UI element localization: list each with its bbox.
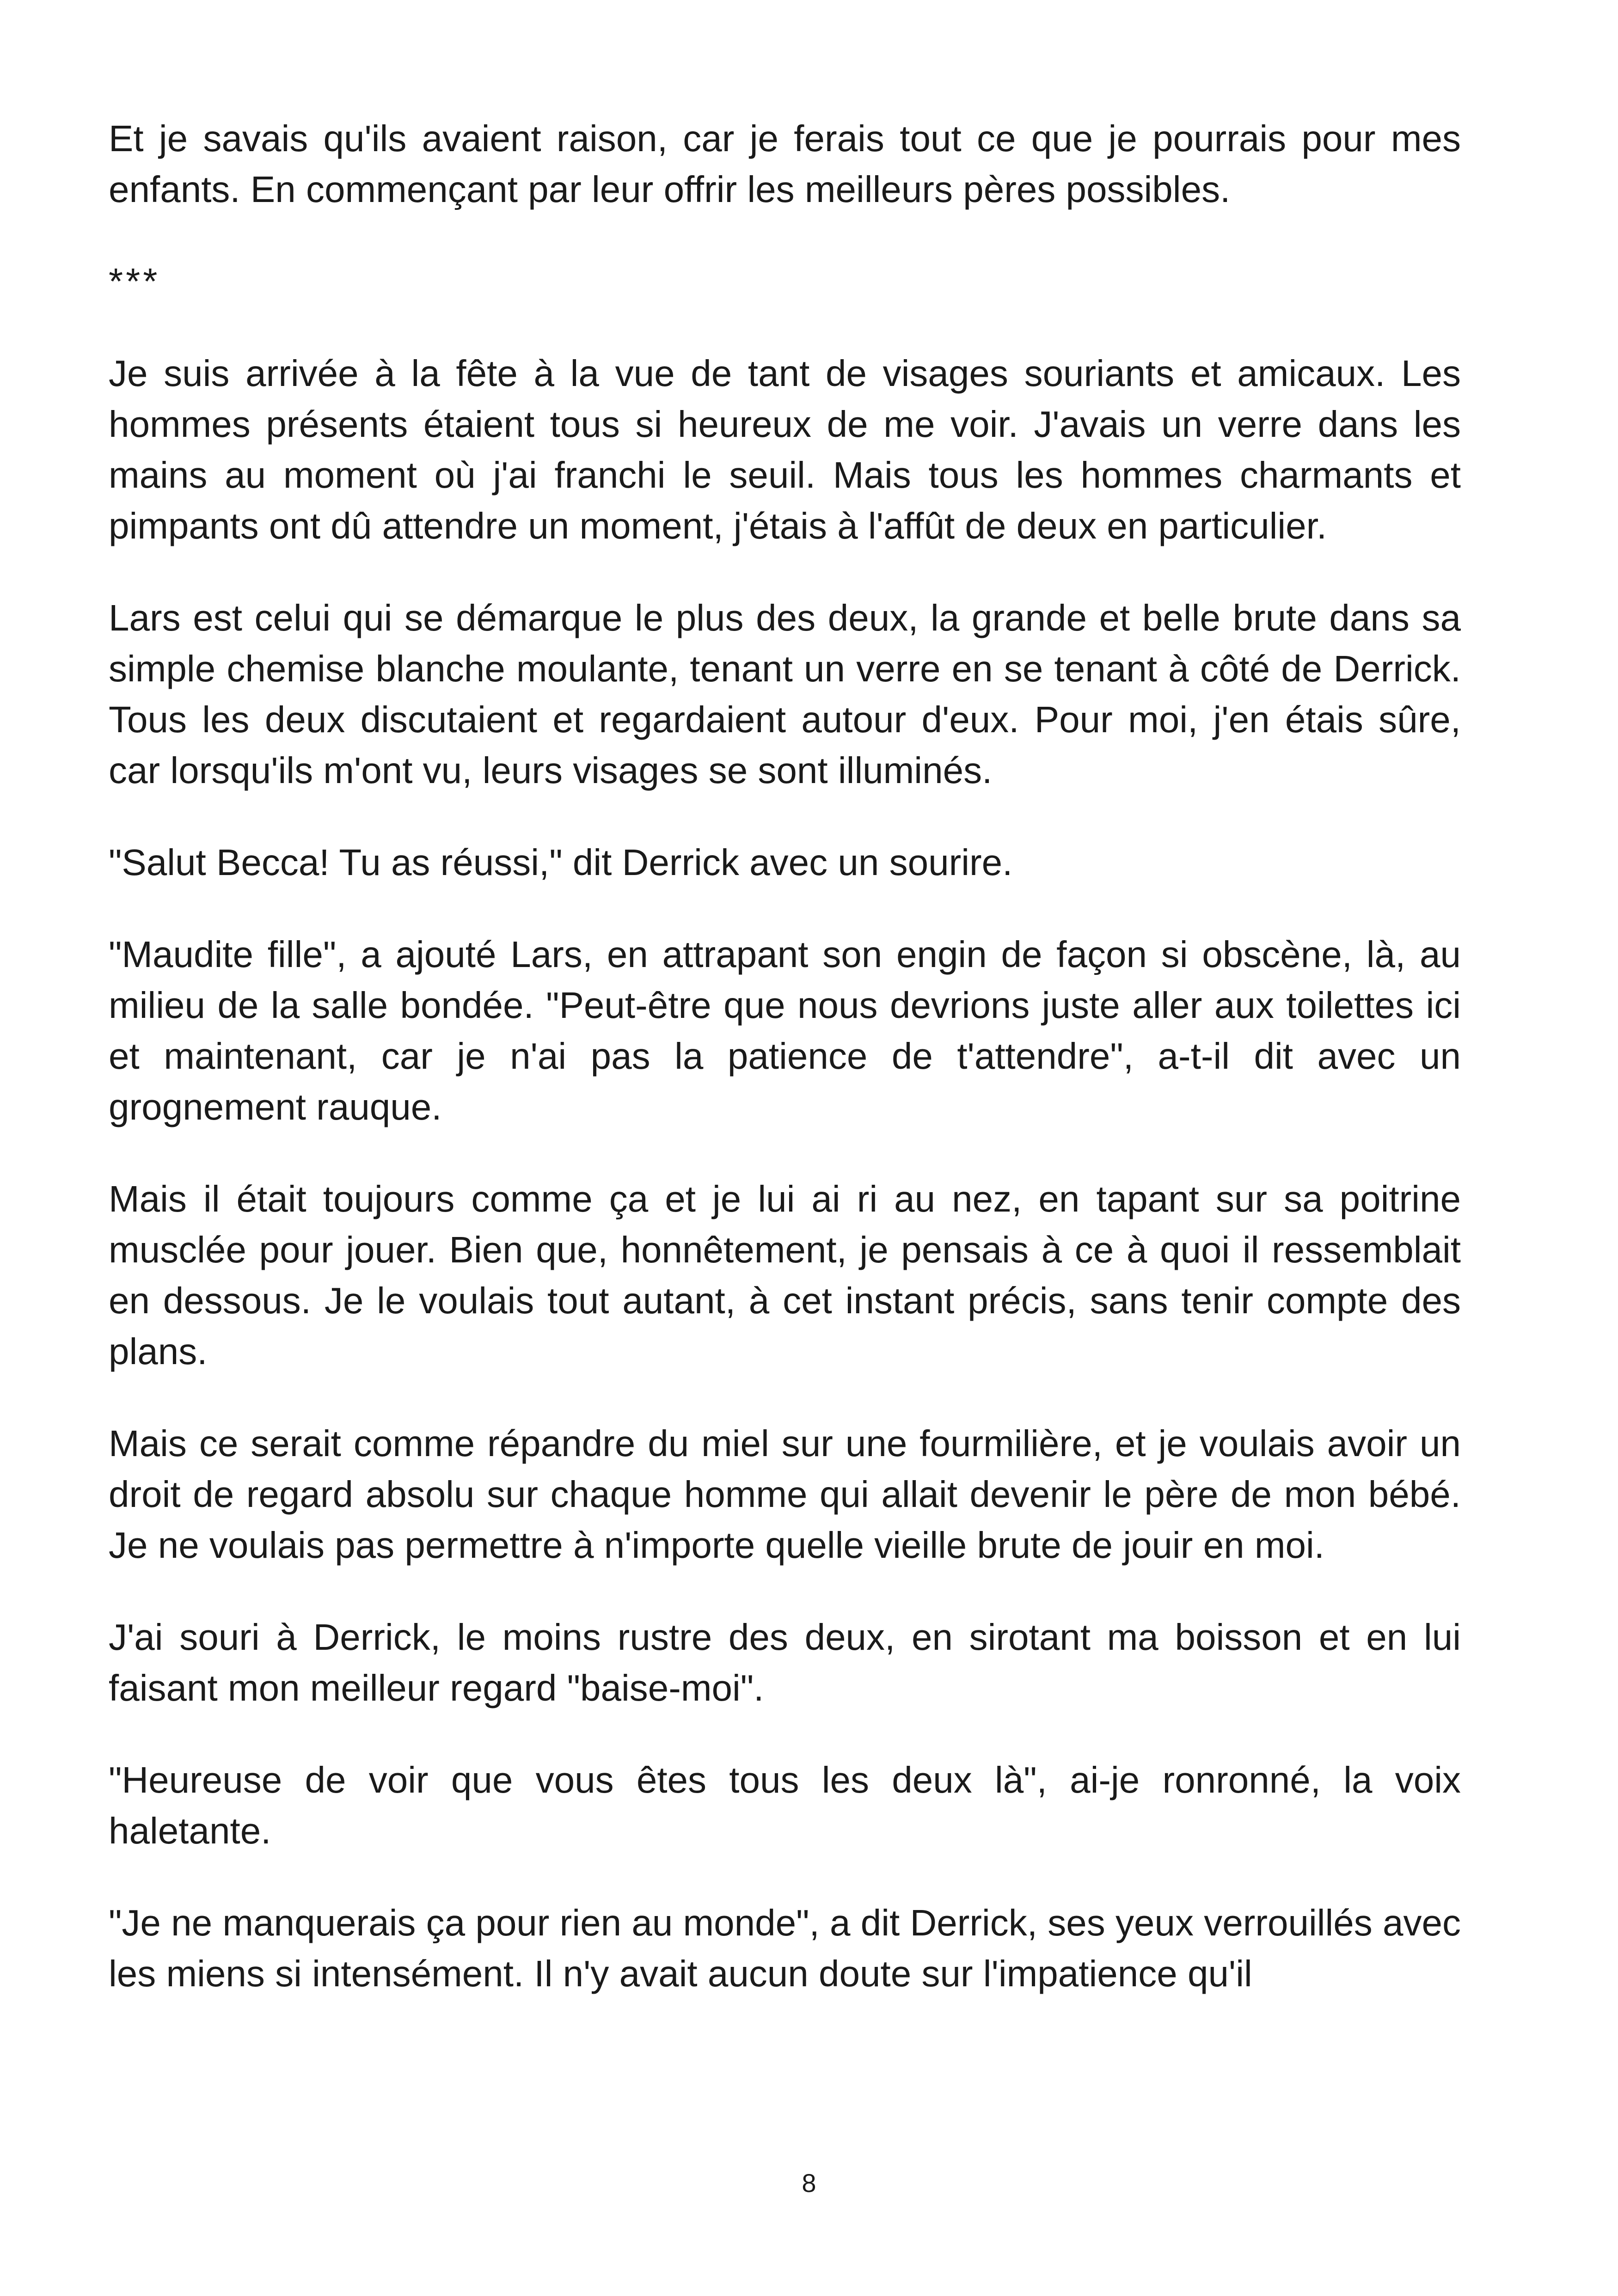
section-separator: *** <box>109 261 160 302</box>
paragraph-1: Et je savais qu'ils avaient raison, car je ferais tout ce que je pourrais pour mes enfants. En commençant par leur offrir les meilleurs pères possibles. <box>109 118 1461 210</box>
paragraph-8: J'ai souri à Derrick, le moins rustre des deux, en sirotant ma boisson et en lui faisant mon meilleur regard "baise-moi". <box>109 1616 1461 1708</box>
paragraph-10: "Je ne manquerais ça pour rien au monde", a dit Derrick, ses yeux verrouillés avec les miens si intensément. Il n'y avait aucun doute sur l'impatience qu'il <box>109 1902 1461 1994</box>
paragraph-4: "Salut Becca! Tu as réussi," dit Derrick avec un sourire. <box>109 842 1013 883</box>
paragraph-3: Lars est celui qui se démarque le plus des deux, la grande et belle brute dans sa simple chemise blanche moulante, tenant un verre en se tenant à côté de Derrick. Tous les deux discutaient et regardaient autour d'eux. Pour moi, j'en étais sûre, car lorsqu'ils m'ont vu, leurs visages se sont illuminés. <box>109 597 1461 791</box>
page-number: 8 <box>802 2168 816 2198</box>
paragraph-6: Mais il était toujours comme ça et je lui ai ri au nez, en tapant sur sa poitrine musclée pour jouer. Bien que, honnêtement, je pensais à ce à quoi il ressemblait en dessous. Je le voulais tout autant, à cet instant précis, sans tenir compte des plans. <box>109 1178 1461 1372</box>
body-text <box>109 113 1461 2040</box>
paragraph-9: "Heureuse de voir que vous êtes tous les deux là", ai-je ronronné, la voix haletante. <box>109 1759 1461 1851</box>
paragraph-2: Je suis arrivée à la fête à la vue de tant de visages souriants et amicaux. Les hommes présents étaient tous si heureux de me voir. J'avais un verre dans les mains au moment où j'ai franchi le seuil. Mais tous les hommes charmants et pimpants ont dû attendre un moment, j'étais à l'affût de deux en particulier. <box>109 353 1461 546</box>
paragraph-5: "Maudite fille", a ajouté Lars, en attrapant son engin de façon si obscène, là, au milieu de la salle bondée. "Peut-être que nous devrions juste aller aux toilettes ici et maintenant, car je n'ai pas la patience de t'attendre", a-t-il dit avec un grognement rauque. <box>109 934 1461 1127</box>
paragraph-7: Mais ce serait comme répandre du miel sur une fourmilière, et je voulais avoir un droit de regard absolu sur chaque homme qui allait devenir le père de mon bébé. Je ne voulais pas permettre à n'importe quelle vieille brute de jouir en moi. <box>109 1423 1461 1566</box>
